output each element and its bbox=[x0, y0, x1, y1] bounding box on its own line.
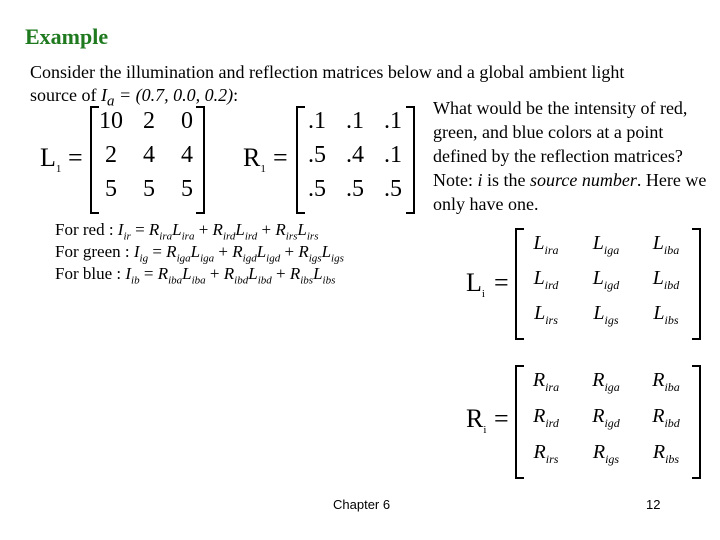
l1-label: $L_1$ bbox=[40, 143, 62, 176]
question-part1: What would be the intensity of red, green, and blue colors at a point defined by the reflection matrices? Note: bbox=[433, 98, 688, 190]
ri-cell: $R_{iga}$ bbox=[592, 369, 620, 394]
r1-label: $R_1$ bbox=[243, 143, 266, 176]
ri-cell: $R_{ibs}$ bbox=[652, 441, 680, 466]
l1-equals: = bbox=[68, 143, 83, 172]
ri-cell: $R_{igs}$ bbox=[592, 441, 620, 466]
footer-chapter: Chapter 6 bbox=[333, 497, 391, 512]
li-cell: $L_{irs}$ bbox=[534, 302, 558, 327]
l1-cell: 2 bbox=[143, 108, 155, 134]
li-cell: $L_{iga}$ bbox=[592, 232, 620, 257]
r1-cell: .4 bbox=[346, 142, 364, 168]
equation-green: For green : $I_{ig} = R_{iga}L_{iga} + R_{igd}L_{igd} + R_{igs}L_{igs}$ bbox=[55, 242, 344, 265]
question-text bbox=[433, 96, 708, 216]
intro-line2-prefix: source of bbox=[30, 85, 101, 105]
li-cell: $L_{iba}$ bbox=[652, 232, 680, 257]
li-cell: $L_{ird}$ bbox=[533, 267, 559, 292]
equation-red: For red : $I_{ir} = R_{ira}L_{ira} + R_{ird}L_{ird} + R_{irs}L_{irs}$ bbox=[55, 220, 319, 243]
ri-cell: $R_{ira}$ bbox=[532, 369, 560, 394]
ri-cell: $R_{igd}$ bbox=[592, 405, 620, 430]
ri-equals: = bbox=[494, 404, 509, 433]
ambient-value: = (0.7, 0.0, 0.2) bbox=[114, 85, 234, 105]
li-matrix bbox=[516, 232, 696, 337]
question-part3: . Here we only have one. bbox=[433, 170, 707, 214]
l1-cell: 4 bbox=[181, 142, 193, 168]
question-i-variable: i bbox=[477, 170, 483, 190]
intro-line1: Consider the illumination and reflection matrices below and a global ambient light bbox=[30, 62, 625, 82]
l1-cell: 5 bbox=[143, 176, 155, 202]
l1-cell: 4 bbox=[143, 142, 155, 168]
ri-cell: $R_{ird}$ bbox=[533, 405, 559, 430]
ri-cell: $R_{irs}$ bbox=[533, 441, 559, 466]
l1-matrix bbox=[92, 108, 206, 210]
r1-cell: .1 bbox=[308, 108, 326, 134]
li-cell: $L_{ibd}$ bbox=[652, 267, 680, 292]
equation-blue: For blue : $I_{ib} = R_{iba}L_{iba} + R_{ibd}L_{ibd} + R_{ibs}L_{ibs}$ bbox=[55, 264, 336, 287]
intro-colon: : bbox=[233, 85, 239, 105]
li-label: $L_i$ bbox=[466, 268, 485, 301]
r1-matrix bbox=[298, 108, 412, 210]
li-cell: $L_{ibs}$ bbox=[653, 302, 679, 327]
r1-cell: .5 bbox=[384, 176, 402, 202]
ri-label: $R_i$ bbox=[466, 404, 487, 437]
ambient-symbol: I bbox=[100, 85, 107, 105]
r1-cell: .1 bbox=[346, 108, 364, 134]
l1-cell: 0 bbox=[181, 108, 193, 134]
slide-title: Example bbox=[25, 24, 109, 49]
li-equals: = bbox=[494, 268, 509, 297]
l1-cell: 5 bbox=[105, 176, 117, 202]
l1-cell: 2 bbox=[105, 142, 117, 168]
question-part2: is the bbox=[482, 170, 531, 190]
li-cell: $L_{igs}$ bbox=[593, 302, 619, 327]
ri-cell: $R_{ibd}$ bbox=[652, 405, 680, 430]
li-cell: $L_{ira}$ bbox=[533, 232, 559, 257]
r1-equals: = bbox=[273, 143, 288, 172]
l1-cell: 10 bbox=[99, 108, 123, 134]
ri-matrix bbox=[516, 369, 696, 477]
question-source-number: source number bbox=[530, 170, 637, 190]
r1-cell: .5 bbox=[308, 176, 326, 202]
r1-cell: .1 bbox=[384, 142, 402, 168]
r1-cell: .5 bbox=[308, 142, 326, 168]
r1-cell: .1 bbox=[384, 108, 402, 134]
r1-cell: .5 bbox=[346, 176, 364, 202]
ambient-subscript: a bbox=[106, 93, 115, 110]
li-cell: $L_{igd}$ bbox=[592, 267, 620, 292]
footer-page-number: 12 bbox=[646, 497, 661, 512]
l1-cell: 5 bbox=[181, 176, 193, 202]
ri-cell: $R_{iba}$ bbox=[652, 369, 680, 394]
